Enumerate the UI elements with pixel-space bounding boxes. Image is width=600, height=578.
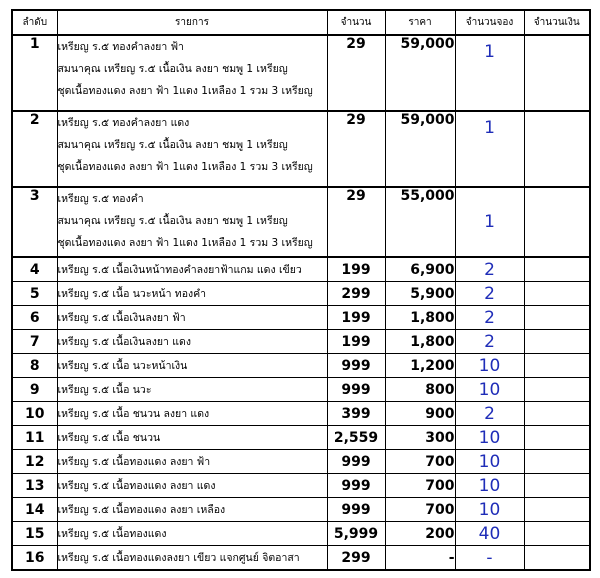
row-price: 700 xyxy=(385,450,455,474)
row-qty: 29 xyxy=(327,111,385,187)
row-amount xyxy=(524,354,590,378)
row-booked: 1 xyxy=(455,187,524,257)
row-price: 700 xyxy=(385,474,455,498)
row-item xyxy=(57,426,327,450)
row-number: 2 xyxy=(12,111,57,187)
row-amount xyxy=(524,35,590,111)
item-line: เหรียญ ร.๕ เนื้อทองแดง ลงยา แดง xyxy=(57,479,216,492)
row-booked: 2 xyxy=(455,330,524,354)
row-amount xyxy=(524,306,590,330)
row-price: 1,800 xyxy=(385,330,455,354)
table-row xyxy=(12,546,590,571)
header-booked: จำนวนจอง xyxy=(455,10,524,35)
row-item xyxy=(57,498,327,522)
table-row xyxy=(12,35,590,111)
row-qty: 299 xyxy=(327,546,385,571)
row-price: 800 xyxy=(385,378,455,402)
row-amount xyxy=(524,522,590,546)
row-booked: 2 xyxy=(455,306,524,330)
row-item xyxy=(57,111,327,187)
item-line: ชุดเนื้อทองแดง ลงยา ฟ้า 1แดง 1เหลือง 1 รวม 3 เหรียญ xyxy=(57,85,313,97)
item-line: สมนาคุณ เหรียญ ร.๕ เนื้อเงิน ลงยา ชมพู 1 เหรียญ xyxy=(57,139,288,151)
table-row xyxy=(12,522,590,546)
row-price: 200 xyxy=(385,522,455,546)
row-item xyxy=(57,330,327,354)
row-number: 16 xyxy=(12,546,57,571)
table-row xyxy=(12,187,590,257)
row-booked: 2 xyxy=(455,282,524,306)
item-line: เหรียญ ร.๕ เนื้อทองแดง ลงยา เหลือง xyxy=(57,503,226,516)
row-amount xyxy=(524,450,590,474)
row-number: 11 xyxy=(12,426,57,450)
row-number: 15 xyxy=(12,522,57,546)
row-number: 1 xyxy=(12,35,57,111)
row-booked: 10 xyxy=(455,450,524,474)
row-item xyxy=(57,35,327,111)
header-price: ราคา xyxy=(385,10,455,35)
item-line: เหรียญ ร.๕ ทองคำลงยา ฟ้า xyxy=(57,41,184,53)
row-amount xyxy=(524,111,590,187)
row-booked: - xyxy=(455,546,524,571)
item-line: สมนาคุณ เหรียญ ร.๕ เนื้อเงิน ลงยา ชมพู 1 เหรียญ xyxy=(57,215,288,227)
row-price: 6,900 xyxy=(385,257,455,282)
table-row xyxy=(12,474,590,498)
item-line: เหรียญ ร.๕ เนื้อ นวะหน้าเงิน xyxy=(57,359,188,372)
row-qty: 999 xyxy=(327,498,385,522)
row-qty: 299 xyxy=(327,282,385,306)
row-qty: 999 xyxy=(327,450,385,474)
row-amount xyxy=(524,498,590,522)
row-item xyxy=(57,187,327,257)
row-price: 900 xyxy=(385,402,455,426)
table-body xyxy=(12,35,590,570)
row-price: 55,000 xyxy=(385,187,455,257)
row-booked: 10 xyxy=(455,354,524,378)
row-amount xyxy=(524,282,590,306)
row-price: 300 xyxy=(385,426,455,450)
row-item xyxy=(57,450,327,474)
item-line: ชุดเนื้อทองแดง ลงยา ฟ้า 1แดง 1เหลือง 1 รวม 3 เหรียญ xyxy=(57,161,313,173)
row-amount xyxy=(524,474,590,498)
row-qty: 2,559 xyxy=(327,426,385,450)
row-item xyxy=(57,522,327,546)
table-row xyxy=(12,330,590,354)
table-row xyxy=(12,111,590,187)
row-item xyxy=(57,474,327,498)
item-line: เหรียญ ร.๕ เนื้อทองแดงลงยา เขียว แจกศูนย์ จิตอาสา xyxy=(57,551,300,564)
row-qty: 399 xyxy=(327,402,385,426)
row-price: 59,000 xyxy=(385,111,455,187)
row-item xyxy=(57,306,327,330)
row-number: 8 xyxy=(12,354,57,378)
row-price: - xyxy=(385,546,455,571)
table-row xyxy=(12,426,590,450)
header-qty: จำนวน xyxy=(327,10,385,35)
item-line: เหรียญ ร.๕ เนื้อทองแดง ลงยา ฟ้า xyxy=(57,455,211,468)
row-qty: 199 xyxy=(327,306,385,330)
row-booked: 10 xyxy=(455,474,524,498)
row-item xyxy=(57,402,327,426)
item-line: เหรียญ ร.๕ ทองคำลงยา แดง xyxy=(57,117,190,129)
row-amount xyxy=(524,187,590,257)
row-price: 1,800 xyxy=(385,306,455,330)
row-number: 3 xyxy=(12,187,57,257)
table-row xyxy=(12,450,590,474)
row-price: 59,000 xyxy=(385,35,455,111)
row-qty: 999 xyxy=(327,354,385,378)
row-booked: 10 xyxy=(455,378,524,402)
row-booked: 10 xyxy=(455,498,524,522)
row-amount xyxy=(524,426,590,450)
row-item xyxy=(57,257,327,282)
row-booked: 10 xyxy=(455,426,524,450)
item-line: เหรียญ ร.๕ เนื้อทองแดง xyxy=(57,527,167,540)
row-number: 4 xyxy=(12,257,57,282)
item-line: เหรียญ ร.๕ เนื้อเงินลงยา ฟ้า xyxy=(57,311,186,324)
item-line: เหรียญ ร.๕ เนื้อ ชนวน xyxy=(57,431,161,444)
row-price: 5,900 xyxy=(385,282,455,306)
row-price: 1,200 xyxy=(385,354,455,378)
row-qty: 199 xyxy=(327,330,385,354)
row-amount xyxy=(524,402,590,426)
table-row xyxy=(12,257,590,282)
item-line: เหรียญ ร.๕ เนื้อ นวะ xyxy=(57,383,152,396)
row-booked: 40 xyxy=(455,522,524,546)
row-number: 13 xyxy=(12,474,57,498)
row-qty: 29 xyxy=(327,187,385,257)
row-number: 5 xyxy=(12,282,57,306)
row-number: 6 xyxy=(12,306,57,330)
row-amount xyxy=(524,378,590,402)
table-row xyxy=(12,306,590,330)
row-amount xyxy=(524,330,590,354)
row-item xyxy=(57,354,327,378)
table-row xyxy=(12,378,590,402)
row-qty: 29 xyxy=(327,35,385,111)
table-row xyxy=(12,498,590,522)
row-number: 14 xyxy=(12,498,57,522)
row-number: 10 xyxy=(12,402,57,426)
item-line: เหรียญ ร.๕ ทองคำ xyxy=(57,193,144,205)
row-booked: 2 xyxy=(455,257,524,282)
row-amount xyxy=(524,257,590,282)
item-line: เหรียญ ร.๕ เนื้อ ชนวน ลงยา แดง xyxy=(57,407,210,420)
row-booked: 1 xyxy=(455,35,524,111)
row-item xyxy=(57,378,327,402)
row-booked: 2 xyxy=(455,402,524,426)
header-amount: จำนวนเงิน xyxy=(524,10,590,35)
header-row xyxy=(12,10,590,35)
row-qty: 199 xyxy=(327,257,385,282)
order-table xyxy=(11,9,591,571)
row-number: 9 xyxy=(12,378,57,402)
row-amount xyxy=(524,546,590,571)
row-item xyxy=(57,282,327,306)
item-line: เหรียญ ร.๕ เนื้อเงินหน้าทองคำลงยาฟ้าแกม แดง เขียว xyxy=(57,263,302,276)
header-item: รายการ xyxy=(57,10,327,35)
item-line: สมนาคุณ เหรียญ ร.๕ เนื้อเงิน ลงยา ชมพู 1 เหรียญ xyxy=(57,63,288,75)
item-line: เหรียญ ร.๕ เนื้อ นวะหน้า ทองคำ xyxy=(57,287,207,300)
table-row xyxy=(12,282,590,306)
row-qty: 999 xyxy=(327,474,385,498)
row-qty: 999 xyxy=(327,378,385,402)
row-number: 12 xyxy=(12,450,57,474)
row-item xyxy=(57,546,327,571)
row-qty: 5,999 xyxy=(327,522,385,546)
header-no: ลำดับ xyxy=(12,10,57,35)
row-price: 700 xyxy=(385,498,455,522)
item-line: ชุดเนื้อทองแดง ลงยา ฟ้า 1แดง 1เหลือง 1 รวม 3 เหรียญ xyxy=(57,237,313,249)
table-row xyxy=(12,354,590,378)
row-booked: 1 xyxy=(455,111,524,187)
item-line: เหรียญ ร.๕ เนื้อเงินลงยา แดง xyxy=(57,335,191,348)
row-number: 7 xyxy=(12,330,57,354)
table-row xyxy=(12,402,590,426)
